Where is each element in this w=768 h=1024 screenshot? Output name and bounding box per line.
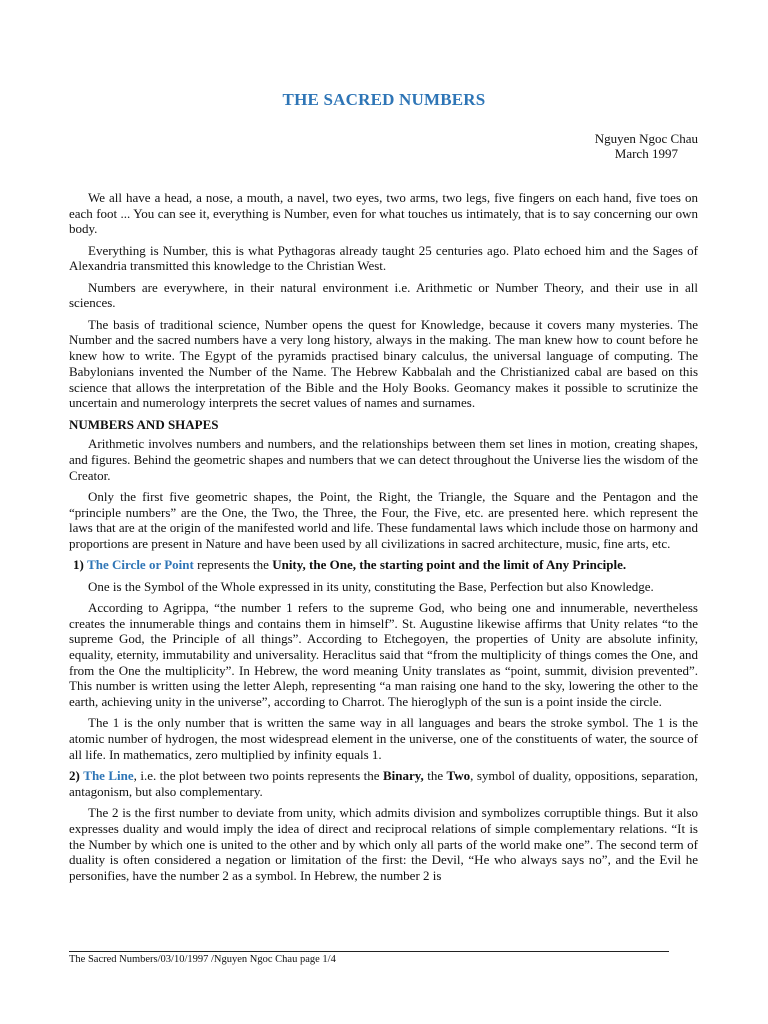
- item-1-bold-a: Unity, the One: [272, 557, 353, 573]
- paragraph: Numbers are everywhere, in their natural environment i.e. Arithmetic or Number Theory, and their use in all sciences.: [69, 279, 698, 311]
- item-2-text-c: , symbol of duality, oppositions, separation, antagonism, but also complementary.: [69, 768, 699, 799]
- item-2-label: The Line: [83, 768, 134, 784]
- author-block: [595, 131, 698, 161]
- paragraph: The 2 is the first number to deviate from unity, which admits division and symbolizes corruptible things. But it also expresses duality and would imply the idea of direct and reciprocal relations of simple complementary relations. “It is the Number by which one is united to the other and by which only all parts of the world make one”. The second term of duality is often considered a negation or limitation of the first: the Devil, “He who always says no”, and the Evil he personifies, have the number 2 as a symbol. In Hebrew, the number 2 is: [69, 805, 698, 883]
- item-2-number: 2): [69, 768, 80, 784]
- paragraph: Everything is Number, this is what Pythagoras already taught 25 centuries ago. Plato echoed him and the Sages of Alexandria transmitted this knowledge to the Christian West.: [69, 242, 698, 274]
- footer-divider: [69, 951, 669, 952]
- paragraph: The 1 is the only number that is written the same way in all languages and bears the stroke symbol. The 1 is the atomic number of hydrogen, the most widespread element in the universe, one of the constituents of water, the source of all life. In mathematics, zero multiplied by infinity equals 1.: [69, 715, 698, 762]
- item-1-bold-b: , the starting point and the limit of Any Principle.: [352, 557, 627, 573]
- item-1-number: 1): [73, 557, 84, 573]
- item-2-text-b: the: [427, 768, 444, 784]
- paragraph: Arithmetic involves numbers and numbers, and the relationships between them set lines in motion, creating shapes, and figures. Behind the geometric shapes and numbers that we can detect throughout the Universe lies the wisdom of the Creator.: [69, 436, 698, 483]
- paragraph: According to Agrippa, “the number 1 refers to the supreme God, who being one and innumerable, nevertheless creates the innumerable things and contains them in himself”. St. Augustine likewise affirms that Unity relates “to the supreme God, the Principle of all things”. According to Etchegoyen, the properties of Unity are absolute infinity, equality, eternity, immutability and universality. Heraclitus said that “from the multiplicity of things comes the One, and from the One the multiplicity”. In Hebrew, the word meaning Unity translates as “point, summit, division prevented”. This number is written using the letter Aleph, representing “a man raising one hand to the sky, lowering the other to the earth, achieving unity in the universe”, according to Charrot. The hieroglyph of the sun is a point inside the circle.: [69, 599, 698, 710]
- author-date: March 1997: [614, 146, 678, 161]
- section-heading: NUMBERS AND SHAPES: [69, 416, 219, 432]
- paragraph: One is the Symbol of the Whole expressed in its unity, constituting the Base, Perfection but also Knowledge.: [88, 578, 654, 594]
- item-2-text-a: , i.e. the plot between two points represents the: [133, 768, 380, 784]
- author-name: Nguyen Ngoc Chau: [594, 131, 698, 146]
- paragraph: We all have a head, a nose, a mouth, a navel, two eyes, two arms, two legs, five fingers on each hand, five toes on each foot ... You can see it, everything is Number, even for what touches us intimately, that is to say concerning our own body.: [69, 190, 698, 237]
- page-footer: The Sacred Numbers/03/10/1997 /Nguyen Ngoc Chau page 1/4: [69, 954, 336, 965]
- paragraph: Only the first five geometric shapes, the Point, the Right, the Triangle, the Square and the Pentagon and the “principle numbers” are the One, the Two, the Three, the Four, the Five, etc. are presented here. which represent the laws that are at the origin of the manifested world and life. These fundamental laws which include those on harmony and proportions are present in Nature and have been used by all civilizations in sacred architecture, music, fine arts, etc.: [69, 488, 698, 552]
- document-body: [69, 190, 698, 889]
- paragraph: The basis of traditional science, Number opens the quest for Knowledge, because it covers many mysteries. The Number and the sacred numbers have a very long history, always in the making. The man knew how to count before he knew how to write. The Egypt of the pyramids practised binary calculus, the universal language of computing. The Babylonians invented the Number of the Name. The Hebrew Kabbalah and the Christianized cabal are based on this science that allows the interpretation of the Bible and the Holy Books. Geomancy makes it possible to scrutinize the uncertain and numerology interprets the secret values of names and surnames.: [69, 316, 698, 411]
- document-title: THE SACRED NUMBERS: [282, 90, 486, 109]
- item-2-bold-b: Two: [446, 768, 471, 784]
- item-2-bold-a: Binary,: [382, 768, 424, 784]
- item-1-text: represents the: [197, 557, 269, 573]
- item-2-heading: [69, 768, 698, 799]
- item-1-heading: [69, 557, 698, 573]
- item-1-label: The Circle or Point: [87, 557, 194, 573]
